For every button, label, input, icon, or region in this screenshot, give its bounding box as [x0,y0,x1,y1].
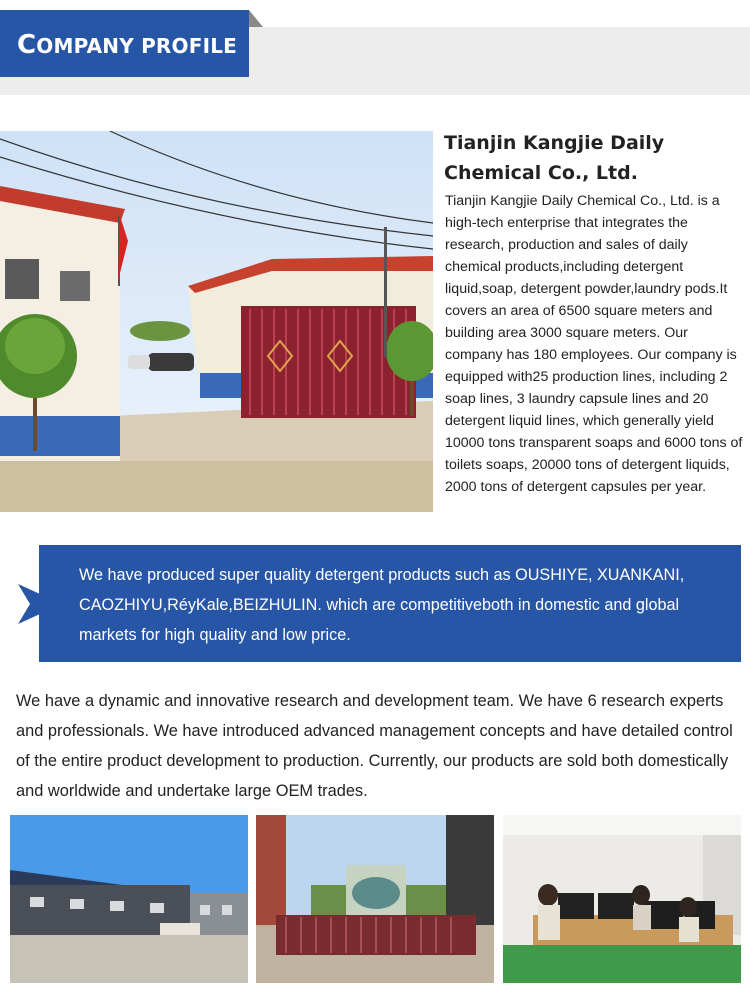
page-title-initial: C [17,30,37,60]
entrance-gate-photo [256,815,494,983]
office-photo [503,815,741,983]
page-title [17,30,237,60]
warehouse-photo [10,815,248,983]
highlight-text: We have produced super quality detergent products such as OUSHIYE, XUANKANI, CAOZHIYU,RéyKale,BEIZHULIN. which are competitiveboth in domestic and global markets for high quality and low price. [79,566,685,644]
company-description: Tianjin Kangjie Daily Chemical Co., Ltd. is a high-tech enterprise that integrates the research, production and sales of daily chemical products,including detergent liquid,soap, detergent powder,laundry pods.It covers an area of 6500 square meters and building area 3000 square meters. Our company has 180 employees. Our company is equipped with25 production lines, including 2 soap lines, 3 laundry capsule lines and 20 detergent liquid lines, which generally yield 10000 tons transparent soaps and 6000 tons of toilets soaps, 20000 tons of detergent liquids, 2000 tons of detergent capsules per year. [445,193,743,495]
page-title-rest: OMPANY PROFILE [36,34,238,58]
header-tab-fold [249,10,263,27]
company-name: Tianjin Kangjie Daily Chemical Co., Ltd. [444,132,665,184]
factory-gate-photo [0,131,433,512]
arrow-right-icon [18,584,62,624]
rd-team-paragraph: We have a dynamic and innovative research and development team. We have 6 research experts and professionals. We have introduced advanced management concepts and have detailed control of the entire product development to production. Currently, our products are sold both domestically and worldwide and undertake large OEM trades. [16,692,733,800]
